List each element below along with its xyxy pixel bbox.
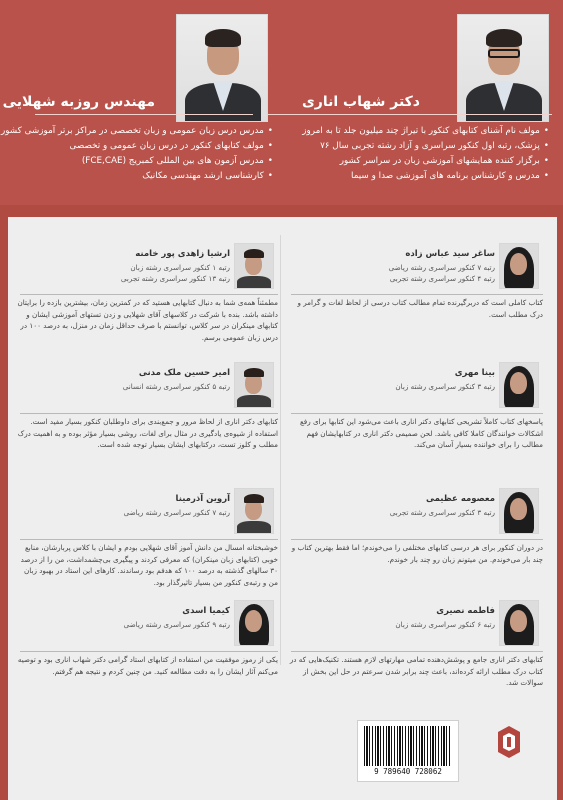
credential-item: • کارشناسی ارشد مهندسی مکانیک [1, 169, 273, 184]
card-divider [291, 413, 543, 414]
author-credentials-list [302, 124, 549, 184]
student-name: کیمیا اسدی [182, 606, 230, 616]
credential-item: • برگزار کننده همایشهای آموزشی زبان در سراسر کشور [302, 154, 549, 169]
card-divider [20, 651, 278, 652]
author-name: دکتر شهاب اناری [301, 94, 420, 110]
testimonial-card [283, 488, 551, 568]
student-name: فاطمه نصیری [436, 606, 495, 616]
student-rank: رتبه ۱۳ کنکور سراسری رشته تجربی [120, 274, 230, 283]
student-photo [499, 600, 539, 646]
student-rank: رتبه ۱ کنکور سراسری رشته زبان [130, 263, 230, 272]
student-name: آروین آذرمینا [175, 494, 230, 504]
barcode-bars [364, 726, 452, 766]
name-underline [268, 114, 552, 115]
student-name: بینا مهری [454, 368, 495, 378]
student-rank: رتبه ۷ کنکور سراسری رشته ریاضی [388, 263, 495, 272]
student-name: ساغر سید عباس زاده [405, 249, 495, 259]
card-divider [20, 539, 278, 540]
credential-item: • مولف نام آشنای کتابهای کنکور با تیراژ چند میلیون جلد تا به امروز [302, 124, 549, 139]
testimonial-quote: در دوران کنکور برای هر درسی کتابهای مختلفی را می‌خوندم؛ اما فقط بهترین کتاب و چند بار می‌خوندم. من میتونم زبان رو چند بار خوندم. [291, 543, 543, 564]
card-divider [20, 294, 278, 295]
testimonial-quote: کتابهای دکتر اناری جامع و پوشش‌دهنده تمامی مهارتهای لازم هستند. تکنیک‌هایی که در کتاب درک مطلب ارائه کرده‌اند، باعث چند برابر شدن سرعتم در حل این بخش از سوالات شد. [289, 655, 543, 687]
student-rank: رتبه ۳ کنکور سراسری رشته تجربی [389, 508, 495, 517]
author-credentials-list [1, 124, 273, 184]
isbn-barcode [357, 720, 459, 782]
testimonial-card [283, 243, 551, 323]
student-photo [234, 362, 274, 408]
credential-item: • پزشک، رتبه اول کنکور سراسری و آزاد رشته تجربی سال ۷۶ [302, 139, 549, 154]
card-divider [291, 294, 543, 295]
student-photo [234, 600, 274, 646]
student-rank: رتبه ۶ کنکور سراسری رشته زبان [395, 620, 495, 629]
testimonial-quote: پاسخهای کتاب کاملاً تشریحی کتابهای دکتر اناری باعث می‌شود این کتابها برای رفع اشکالات خوانندگان کاملا کافی باشد. لحن صمیمی دکتر اناری در کتابهایشان فهم مطالب را برای خواننده بسیار آسان می‌کند. [299, 417, 543, 449]
testimonial-card [283, 362, 551, 449]
credential-item: • مدرس و کارشناس برنامه های آموزشی صدا و سیما [302, 169, 549, 184]
credential-item: • مدرس آزمون های بین المللی کمبریج (FCE,CAE) [1, 154, 273, 169]
testimonial-card [283, 600, 551, 687]
student-photo [499, 488, 539, 534]
card-divider [291, 651, 543, 652]
testimonial-card [14, 600, 282, 680]
isbn-number: 9 789640 728062 [374, 767, 442, 776]
author-name: مهندس روزبه شهلایی [2, 94, 155, 110]
testimonial-quote: خوشبختانه امسال من دانش آموز آقای شهلایی بودم و ایشان با کلاس پربارشان، منابع خوبی (کتابهای زبان مینکران) که معرفی کردند و پیگیری بی‌چشمداشت، من را از درصد ۳۰ سالهای گذشته به درصد ۱۰۰ که هدفم بود رساندند. کارهای این استاد در بهبود زبان من و رتبه‌ی کنکور من بسیار تاثیرگذار بود. [20, 543, 278, 587]
testimonial-quote: یکی از رموز موفقیت من استفاده از کتابهای استاد گرامی دکتر شهاب اناری بود و توصیه می‌کنم آثار ایشان را به دقت مطالعه کنید. من چنین کردم و نتیجه هم گرفتم. [17, 655, 278, 676]
student-rank: رتبه ۳ کنکور سراسری رشته زبان [395, 382, 495, 391]
author-photo-roozbeh-shahlaei [176, 14, 268, 122]
student-rank: رتبه ۷ کنکور سراسری رشته ریاضی [123, 508, 230, 517]
author-photo-shahab-anari [457, 14, 549, 122]
student-photo [234, 243, 274, 289]
student-rank: رتبه ۴ کنکور سراسری رشته تجربی [389, 274, 495, 283]
student-name: ارشیا زاهدی پور خامنه [135, 249, 230, 259]
testimonial-quote: مطمئناً همه‌ی شما به دنبال کتابهایی هستید که در کمترین زمان، بیشترین بازده را برایتان داشته باشد. بنده با شرکت در کلاسهای آقای شهلایی و زدن تستهای آموزشی ایشان و کتابهای مینکران در سر کلاس، توانستم با صرف حداقل زمان در منزل، به درصد ۱۰۰ در درس زبان عمومی برسم. [17, 298, 278, 342]
testimonial-card [14, 362, 282, 449]
card-divider [20, 413, 278, 414]
card-divider [291, 539, 543, 540]
publisher-logo-icon [492, 722, 526, 760]
student-photo [234, 488, 274, 534]
student-name: امیر حسین ملک مدنی [138, 368, 230, 378]
testimonial-quote: کتابهای دکتر اناری از لحاظ مرور و جمع‌بندی برای داوطلبان کنکور بسیار مفید است. استفاده از شیوه‌ی یادگیری در مثال برای لغات، روشی بسیار مؤثر بوده و به اهمیت درک مطلب و کلوز تست، درکتابهای ایشان بسیار توجه شده است. [17, 417, 278, 449]
credential-item: • مولف کتابهای کنکور در درس زبان عمومی و تخصصی [1, 139, 273, 154]
testimonial-card [14, 488, 282, 587]
student-name: معصومه عظیمی [426, 494, 495, 504]
student-rank: رتبه ۹ کنکور سراسری رشته ریاضی [123, 620, 230, 629]
testimonial-quote: کتاب کاملی است که دربرگیرنده تمام مطالب کتاب درسی از لحاظ لغات و گرامر و درک مطلب است. [297, 298, 543, 319]
name-underline [35, 114, 253, 115]
student-photo [499, 243, 539, 289]
testimonial-card [14, 243, 282, 342]
credential-item: • مدرس درس زبان عمومی و زبان تخصصی در مراکز برتر آموزشی کشور [1, 124, 273, 139]
student-rank: رتبه ۵ کنکور سراسری رشته انسانی [122, 382, 230, 391]
student-photo [499, 362, 539, 408]
